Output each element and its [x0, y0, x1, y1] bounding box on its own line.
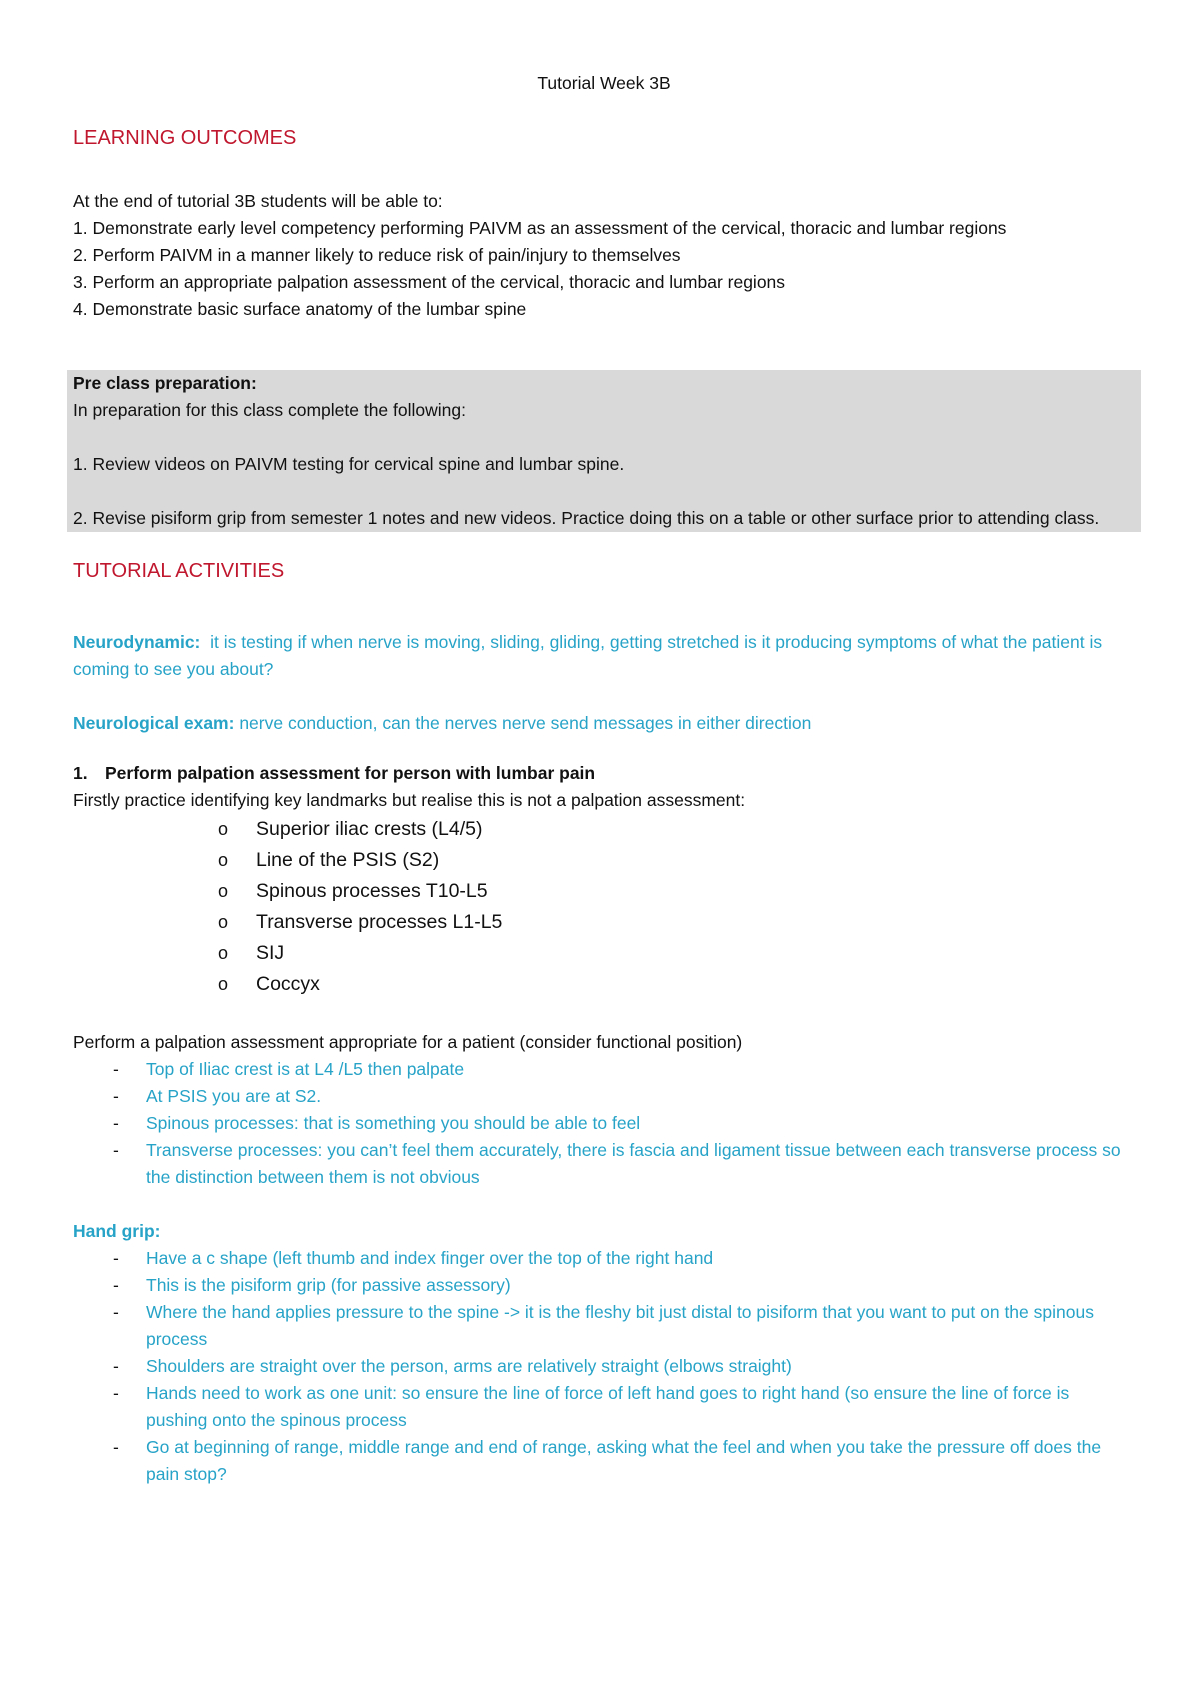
hand-grip-note: Hands need to work as one unit: so ensure the line of force of left hand goes to right hand (so ensure the line of force is pushing onto the spinous process	[146, 1383, 1070, 1430]
list-item	[73, 1272, 1135, 1299]
list-item	[73, 1137, 1135, 1191]
palpation-note: Top of Iliac crest is at L4 /L5 then palpate	[146, 1059, 465, 1079]
hand-grip-note: Go at beginning of range, middle range and end of range, asking what the feel and when you take the pressure off does the pain stop?	[146, 1437, 1102, 1484]
list-item	[73, 845, 1135, 876]
list-item	[73, 1353, 1135, 1380]
landmark-list	[73, 814, 1135, 1000]
list-item	[73, 907, 1135, 938]
bullet-marker: o	[218, 912, 229, 932]
neurological-exam-text: nerve conduction, can the nerves nerve send messages in either direction	[234, 713, 812, 733]
list-item	[73, 876, 1135, 907]
list-item	[73, 1380, 1135, 1434]
dash-marker: -	[113, 1059, 119, 1079]
preparation-intro: In preparation for this class complete the following:	[73, 400, 466, 420]
hand-grip-note: Shoulders are straight over the person, arms are relatively straight (elbows straight)	[146, 1356, 792, 1376]
list-item	[73, 969, 1135, 1000]
hand-grip-notes-list	[73, 1245, 1135, 1488]
preparation-item: 1. Review videos on PAIVM testing for cervical spine and lumbar spine.	[73, 454, 625, 474]
learning-outcome-item: 2. Perform PAIVM in a manner likely to reduce risk of pain/injury to themselves	[73, 245, 681, 265]
preparation-item: 2. Revise pisiform grip from semester 1 notes and new videos. Practice doing this on a table or other surface prior to attending class.	[73, 508, 1100, 528]
dash-marker: -	[113, 1383, 119, 1403]
palpation-notes-list	[73, 1056, 1135, 1191]
tutorial-activities-heading: TUTORIAL ACTIVITIES	[73, 560, 285, 582]
document-title: Tutorial Week 3B	[537, 73, 671, 93]
list-item	[73, 1245, 1135, 1272]
dash-marker: -	[113, 1437, 119, 1457]
hand-grip-note: Have a c shape (left thumb and index finger over the top of the right hand	[146, 1248, 714, 1268]
list-item	[73, 1299, 1135, 1353]
bullet-marker: o	[218, 850, 229, 870]
hand-grip-heading: Hand grip:	[73, 1221, 161, 1241]
bullet-marker: o	[218, 819, 229, 839]
dash-marker: -	[113, 1248, 119, 1268]
learning-outcome-item: 1. Demonstrate early level competency performing PAIVM as an assessment of the cervical, thoracic and lumbar regions	[73, 218, 1007, 238]
task-1-number: 1.	[73, 763, 88, 783]
dash-marker: -	[113, 1086, 119, 1106]
dash-marker: -	[113, 1275, 119, 1295]
list-item	[73, 1056, 1135, 1083]
palpation-note: Transverse processes: you can’t feel them accurately, there is fascia and ligament tissue between each transverse process so the distinction between them is not obvious	[146, 1140, 1121, 1187]
learning-outcomes-heading: LEARNING OUTCOMES	[73, 127, 297, 149]
neurodynamic-label: Neurodynamic:	[73, 632, 201, 652]
dash-marker: -	[113, 1356, 119, 1376]
list-item	[73, 814, 1135, 845]
hand-grip-note: This is the pisiform grip (for passive assessory)	[146, 1275, 511, 1295]
dash-marker: -	[113, 1113, 119, 1133]
list-item	[73, 938, 1135, 969]
bullet-marker: o	[218, 943, 229, 963]
pre-class-preparation-box	[67, 370, 1141, 532]
preparation-heading: Pre class preparation:	[73, 373, 257, 393]
landmark-text: Coccyx	[256, 973, 320, 995]
task-1-intro: Firstly practice identifying key landmarks but realise this is not a palpation assessment:	[73, 790, 746, 810]
hand-grip-note: Where the hand applies pressure to the spine -> it is the fleshy bit just distal to pisiform that you want to put on the spinous process	[146, 1302, 1094, 1349]
task-1-title: Perform palpation assessment for person with lumbar pain	[105, 763, 596, 783]
neurological-exam-label: Neurological exam:	[73, 713, 235, 733]
document-page	[73, 70, 1135, 1488]
landmark-text: Transverse processes L1-L5	[256, 911, 503, 933]
learning-outcome-item: 4. Demonstrate basic surface anatomy of the lumbar spine	[73, 299, 527, 319]
bullet-marker: o	[218, 881, 229, 901]
neurodynamic-note	[73, 629, 1135, 683]
landmark-text: Line of the PSIS (S2)	[256, 849, 440, 871]
bullet-marker: o	[218, 974, 229, 994]
learning-outcomes-intro: At the end of tutorial 3B students will be able to:	[73, 191, 443, 211]
neurodynamic-text: it is testing if when nerve is moving, sliding, gliding, getting stretched is it producing symptoms of what the patient is coming to see you about?	[73, 632, 1107, 679]
dash-marker: -	[113, 1302, 119, 1322]
palpation-intro: Perform a palpation assessment appropriate for a patient (consider functional position)	[73, 1032, 743, 1052]
learning-outcome-item: 3. Perform an appropriate palpation assessment of the cervical, thoracic and lumbar regions	[73, 272, 786, 292]
landmark-text: Superior iliac crests (L4/5)	[256, 818, 483, 840]
list-item	[73, 1083, 1135, 1110]
task-1-heading	[73, 760, 1135, 787]
dash-marker: -	[113, 1140, 119, 1160]
landmark-text: SIJ	[256, 942, 285, 964]
palpation-note: At PSIS you are at S2.	[146, 1086, 322, 1106]
list-item	[73, 1434, 1135, 1488]
neurological-exam-note	[73, 710, 1135, 737]
landmark-text: Spinous processes T10-L5	[256, 880, 488, 902]
list-item	[73, 1110, 1135, 1137]
palpation-note: Spinous processes: that is something you should be able to feel	[146, 1113, 641, 1133]
